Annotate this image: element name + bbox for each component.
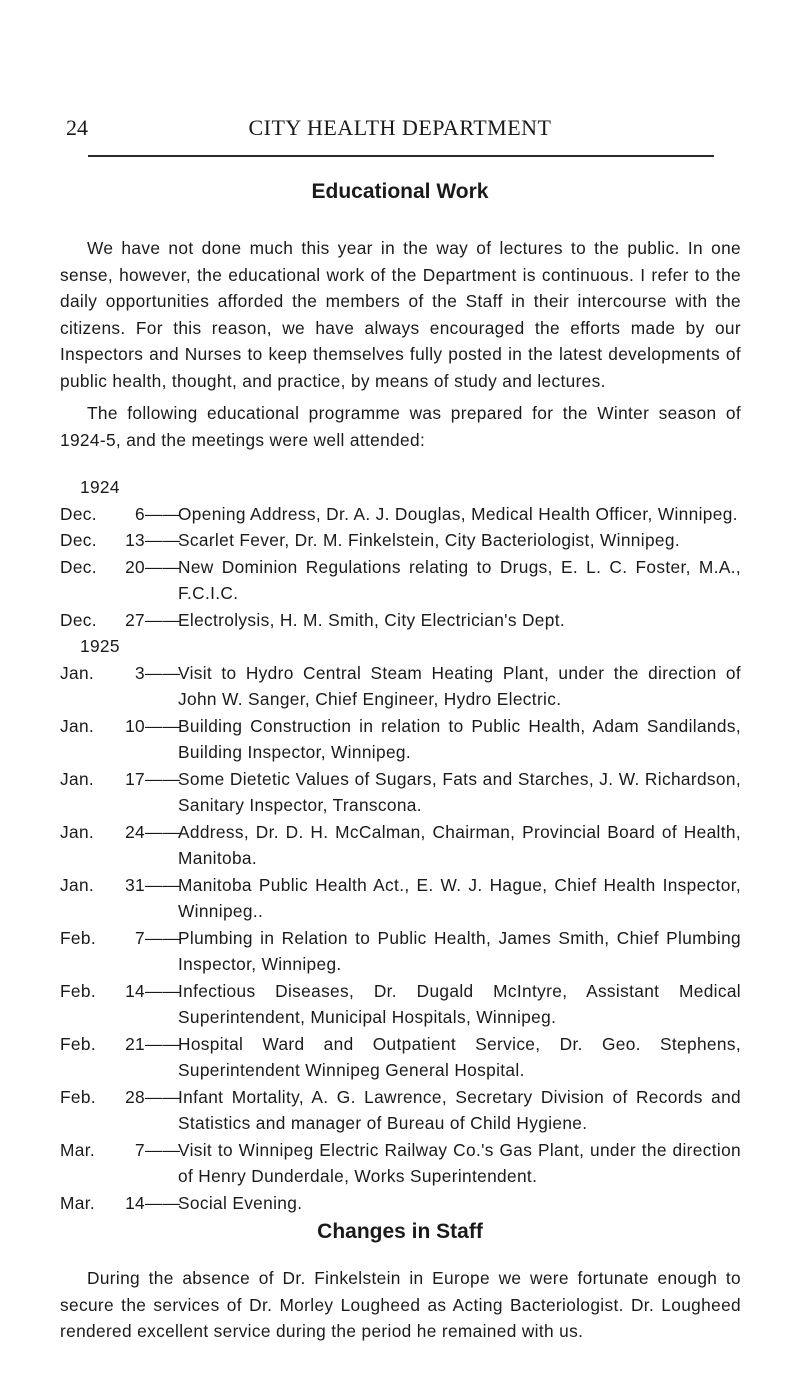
entry-month: Feb. (60, 1033, 96, 1054)
entry-day: 14 (125, 980, 145, 1001)
entry-dash: —— (145, 530, 181, 550)
entry-dash: —— (145, 1033, 181, 1054)
entry-description: New Dominion Regulations relating to Drugs, E. L. C. Foster, M.A., F.C.I.C. (178, 556, 741, 603)
entry-description: Infectious Diseases, Dr. Dugald McIntyre, Assistant Medical Superintendent, Municipal Hospitals, Winnipeg. (178, 980, 741, 1027)
year-heading-1924: 1924 (80, 477, 120, 497)
entry-day: 20 (125, 556, 145, 577)
educational-work-heading: Educational Work (311, 180, 489, 203)
entry-dash: —— (145, 768, 181, 789)
entry-month: Feb. (60, 927, 96, 948)
programme-entry (60, 554, 741, 607)
entry-dash: —— (145, 1139, 181, 1160)
programme-entry (60, 713, 741, 766)
page-number: 24 (66, 115, 88, 140)
entry-month: Jan. (60, 715, 95, 736)
entry-day: 3 (135, 662, 145, 683)
programme-entry (60, 1190, 741, 1217)
entry-month: Dec. (60, 556, 97, 577)
entry-day: 6 (135, 503, 145, 524)
programme-entry (60, 872, 741, 925)
entry-month: Feb. (60, 980, 96, 1001)
year-heading-1925: 1925 (80, 636, 120, 656)
entry-day: 14 (125, 1192, 145, 1213)
programme-entry (60, 527, 741, 554)
changes-in-staff-heading: Changes in Staff (317, 1220, 483, 1243)
programme-entry (60, 607, 741, 634)
entry-description: Some Dietetic Values of Sugars, Fats and Starches, J. W. Richardson, Sanitary Inspector, Transcona. (178, 768, 741, 815)
entry-description: Infant Mortality, A. G. Lawrence, Secretary Division of Records and Statistics and manager of Bureau of Child Hygiene. (178, 1086, 741, 1133)
entry-description: Visit to Winnipeg Electric Railway Co.'s Gas Plant, under the direction of Henry Dunderdale, Works Superintendent. (178, 1139, 741, 1186)
programme-entry (60, 766, 741, 819)
entry-day: 31 (125, 874, 145, 895)
entry-day: 27 (125, 609, 145, 630)
entry-day: 17 (125, 768, 145, 789)
entry-description: Opening Address, Dr. A. J. Douglas, Medical Health Officer, Winnipeg. (178, 503, 738, 524)
programme-entry (60, 1137, 741, 1190)
entry-month: Jan. (60, 768, 95, 789)
entry-dash: —— (145, 927, 181, 948)
entry-month: Feb. (60, 1086, 96, 1107)
educational-paragraph-1: We have not done much this year in the way of lectures to the public. In one sense, however, the educational work of the Department is continuous. I refer to the daily opportunities afforded the members of the Staff in their intercourse with the citizens. For this reason, we have always encouraged the efforts made by our Inspectors and Nurses to keep themselves fully posted in the latest developments of public health, thought, and practice, by means of study and lectures. (60, 238, 741, 391)
entry-dash: —— (145, 874, 181, 895)
entry-dash: —— (145, 1086, 181, 1107)
entry-dash: —— (145, 715, 181, 736)
entry-month: Jan. (60, 874, 95, 895)
header-rule (88, 155, 714, 157)
entry-month: Jan. (60, 821, 95, 842)
entry-day: 10 (125, 715, 145, 736)
entry-dash: —— (145, 609, 181, 630)
entry-month: Dec. (60, 609, 97, 630)
entry-month: Mar. (60, 1139, 96, 1160)
entry-dash: —— (145, 821, 181, 842)
programme-entry (60, 1031, 741, 1084)
programme-entry (60, 501, 741, 528)
programme-entry (60, 819, 741, 872)
entry-day: 13 (125, 530, 145, 550)
entry-description: Electrolysis, H. M. Smith, City Electrician's Dept. (178, 609, 566, 630)
entry-description: Plumbing in Relation to Public Health, James Smith, Chief Plumbing Inspector, Winnipeg. (178, 927, 741, 974)
entry-dash: —— (145, 556, 181, 577)
programme-entry (60, 925, 741, 978)
entry-month: Dec. (60, 530, 97, 550)
entry-dash: —— (145, 503, 181, 524)
entry-description: Social Evening. (178, 1192, 303, 1213)
entry-month: Mar. (60, 1192, 96, 1213)
events-1925 (60, 660, 741, 1217)
entry-day: 21 (125, 1033, 145, 1054)
entry-description: Visit to Hydro Central Steam Heating Plant, under the direction of John W. Sanger, Chief Engineer, Hydro Electric. (178, 662, 741, 709)
entry-dash: —— (145, 662, 181, 683)
entry-description: Manitoba Public Health Act., E. W. J. Hague, Chief Health Inspector, Winnipeg.. (178, 874, 741, 921)
running-title: CITY HEALTH DEPARTMENT (248, 115, 552, 140)
entry-dash: —— (145, 1192, 181, 1213)
programme-list (60, 474, 741, 1216)
entry-day: 28 (125, 1086, 145, 1107)
programme-entry (60, 660, 741, 713)
entry-month: Dec. (60, 503, 97, 524)
staff-paragraph: During the absence of Dr. Finkelstein in Europe we were fortunate enough to secure the services of Dr. Morley Lougheed as Acting Bacteriologist. Dr. Lougheed rendered excellent service during the period he remained with us. (60, 1268, 741, 1341)
entry-description: Hospital Ward and Outpatient Service, Dr. Geo. Stephens, Superintendent Winnipeg General Hospital. (178, 1033, 741, 1080)
entry-dash: —— (145, 980, 181, 1001)
events-1924 (60, 501, 741, 634)
entry-month: Jan. (60, 662, 95, 683)
entry-day: 24 (125, 821, 145, 842)
entry-day: 7 (135, 927, 145, 948)
entry-description: Building Construction in relation to Public Health, Adam Sandilands, Building Inspector, Winnipeg. (178, 715, 741, 762)
programme-entry (60, 978, 741, 1031)
educational-paragraph-2: The following educational programme was prepared for the Winter season of 1924-5, and the meetings were well attended: (60, 403, 741, 450)
entry-description: Scarlet Fever, Dr. M. Finkelstein, City Bacteriologist, Winnipeg. (178, 530, 680, 550)
programme-entry (60, 1084, 741, 1137)
entry-day: 7 (135, 1139, 145, 1160)
entry-description: Address, Dr. D. H. McCalman, Chairman, Provincial Board of Health, Manitoba. (178, 821, 741, 868)
